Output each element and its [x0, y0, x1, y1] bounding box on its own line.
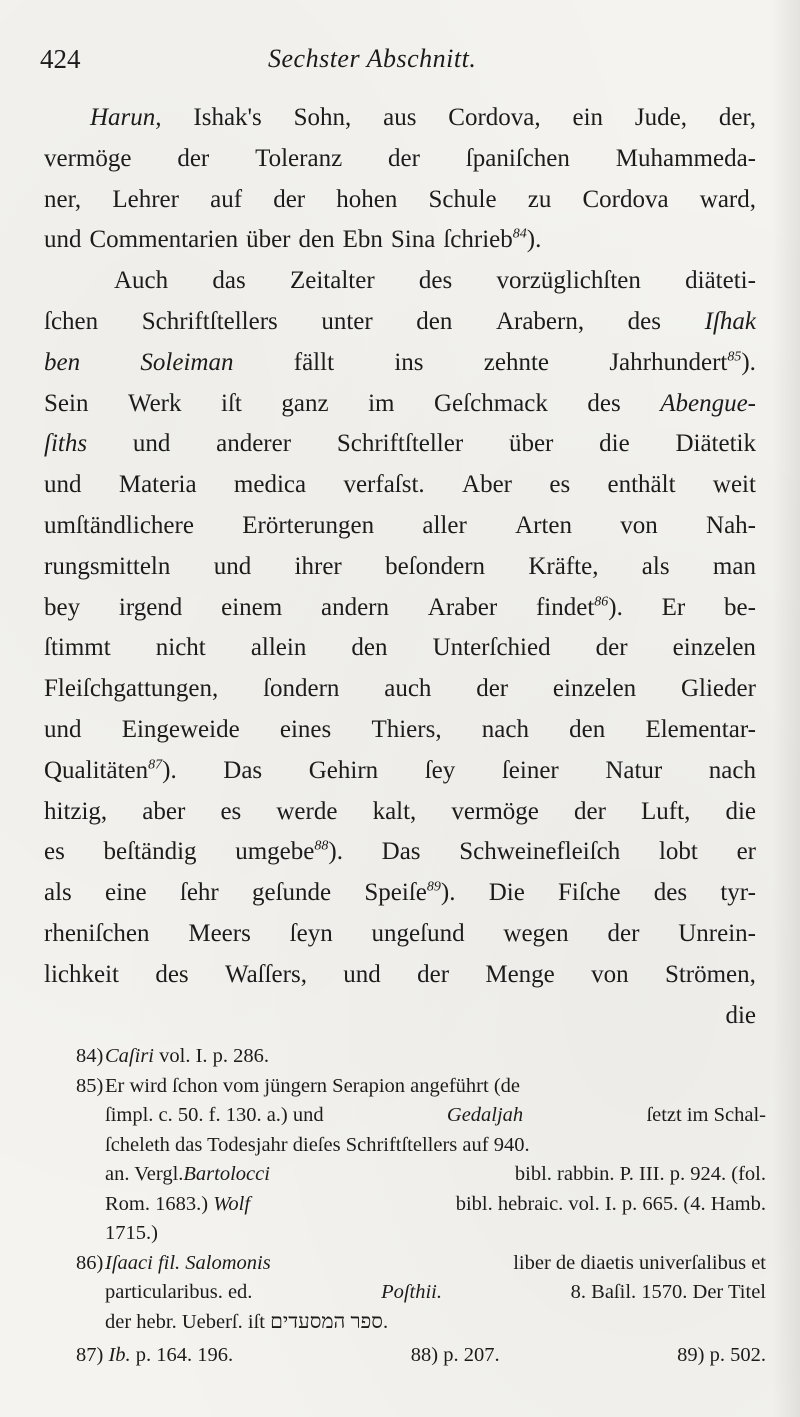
footnote-88: 88) p. 207.: [410, 1344, 500, 1366]
footnotes: [76, 1042, 766, 1373]
body-line: Qualitäten$^{87}$). Das Gehirn ſey ſeiner Natur nach: [44, 756, 756, 784]
body-line: ſtimmt nicht allein den Unterſchied der einzelen: [44, 634, 756, 662]
footnote-row-87-89: [76, 1337, 766, 1373]
footnote-84-author: Caſiri: [105, 1045, 154, 1067]
body-line: bey irgend einem andern Araber findet$^{86}$). Er be-: [44, 593, 756, 621]
hebrew-title: ספר המסעדים: [270, 1310, 383, 1333]
body-line: rheniſchen Meers ſeyn ungeſund wegen der Unrein-: [44, 919, 756, 947]
body-line: vermöge der Toleranz der ſpaniſchen Muhammeda-: [44, 144, 756, 172]
body-line: und Eingeweide eines Thiers, nach den Elementar-: [44, 715, 756, 743]
body-line: als eine ſehr geſunde Speiſe$^{89}$). Die Fiſche des tyr-: [44, 879, 756, 907]
body-line: Harun, Ishak's Sohn, aus Cordova, ein Jude, der,: [90, 104, 756, 131]
page-number: 424: [40, 44, 81, 74]
footnote-85: 85)Er wird ſchon vom jüngern Serapion angeführt (de ſimpl. c. 50. f. 130. a.) und Gedaljah ſetzt im Schal- ſcheleth das Todesjahr dieſes Schriftſtellers auf 940. an. Vergl.Bartolocci bibl. rabbin. P. III. p. 924. (fol. Rom. 1683.) Wolf bibl. hebraic. vol. I. p. 665. (4. Hamb. 1715.): [76, 1074, 766, 1244]
footnote-89: 89) p. 502.: [677, 1344, 766, 1366]
body-line: die: [725, 1001, 756, 1029]
body-line: Auch das Zeitalter des vorzüglichſten diäteti-: [114, 267, 756, 295]
body-line: rungsmitteln und ihrer beſondern Kräfte, als man: [44, 552, 756, 580]
footnote-86: 86)Iſaaci fil. Salomonis liber de diaetis univerſalibus et particularibus. ed. Poſthii. 8. Baſil. 1570. Der Titel der hebr. Ueberſ. iſt ספר המסעדים .: [76, 1249, 766, 1338]
footnote-87: 87) Ib. p. 164. 196.: [76, 1344, 234, 1366]
page-edge-shadow: [772, 0, 800, 1417]
body-line: hitzig, aber es werde kalt, vermöge der Luft, die: [44, 797, 756, 825]
body-line: ſchen Schriftſtellers unter den Arabern, des Iſhak: [44, 307, 756, 335]
body-line: umſtändlichere Erörterungen aller Arten von Nah-: [44, 511, 756, 539]
running-head: Sechster Abschnitt.: [268, 44, 477, 73]
body-line: ſiths und anderer Schriftſteller über die Diätetik: [44, 430, 756, 458]
body-line: ben Soleiman fällt ins zehnte Jahrhundert$^{85}$).: [44, 348, 756, 376]
body-line: es beſtändig umgebe$^{88}$). Das Schweinefleiſch lobt er: [44, 838, 756, 866]
body-line: und Commentarien über den Ebn Sina ſchrieb$^{84}$).: [44, 226, 542, 254]
body-line: ner, Lehrer auf der hohen Schule zu Cordova ward,: [44, 185, 756, 213]
body-line: lichkeit des Waſſers, und der Menge von Strömen,: [44, 960, 756, 988]
body-line: Fleiſchgattungen, ſondern auch der einzelen Glieder: [44, 675, 756, 703]
body-line: Sein Werk iſt ganz im Geſchmack des Abengue-: [44, 389, 756, 417]
body-text: [44, 98, 756, 1036]
body-line: und Materia medica verfaſst. Aber es enthält weit: [44, 471, 756, 499]
page-header: [40, 44, 760, 84]
footnote-84: 84) Caſiri vol. I. p. 286.: [76, 1042, 766, 1072]
